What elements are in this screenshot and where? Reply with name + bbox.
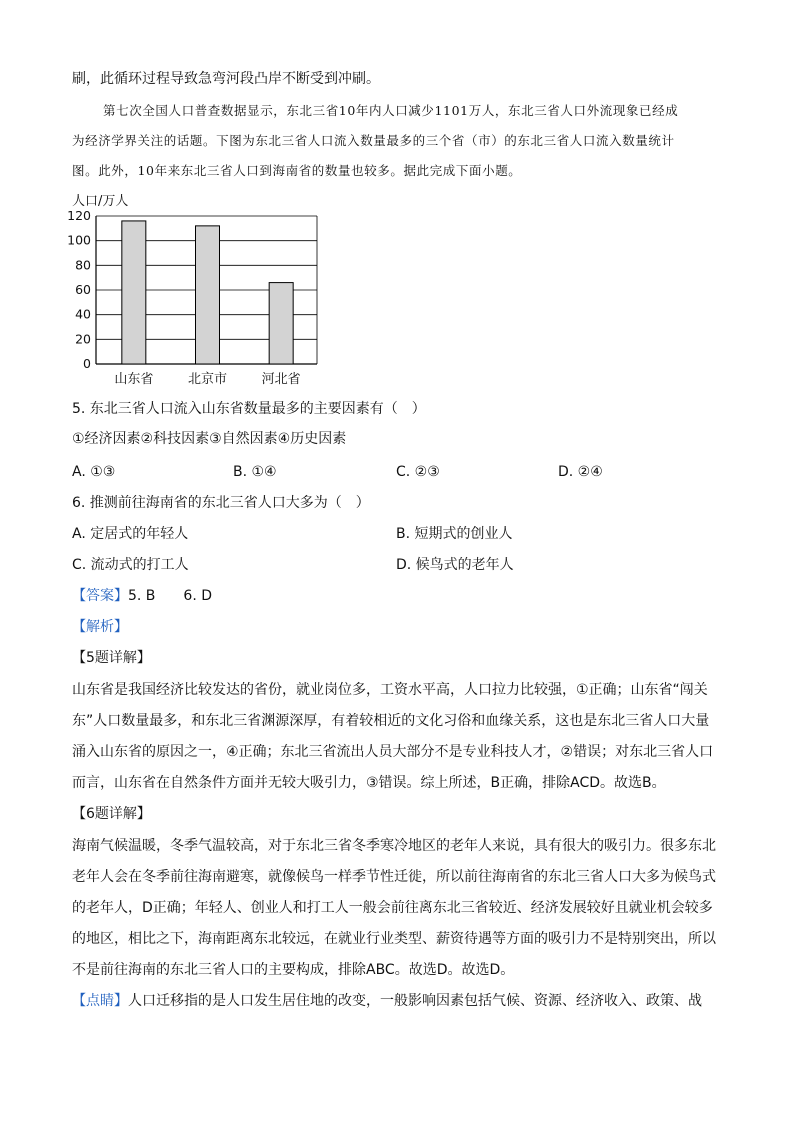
q6-option-b: B. 短期式的创业人 — [396, 526, 513, 542]
q5-stem: 5. 东北三省人口流入山东省数量最多的主要因素有（ ） — [72, 401, 426, 417]
q5-option-d: D. ②④ — [558, 464, 603, 480]
q6-detail-title: 【6题详解】 — [72, 806, 151, 822]
q6-option-d: D. 候鸟式的老年人 — [396, 557, 514, 573]
dianjing-tag: 【点睛】 — [72, 993, 128, 1009]
q6-option-c: C. 流动式的打工人 — [72, 557, 189, 573]
q5-option-a: A. ①③ — [72, 464, 116, 480]
q6-option-a: A. 定居式的年轻人 — [72, 526, 189, 542]
material-line-1: 第七次全国人口普查数据显示，东北三省10年内人口减少1101万人，东北三省人口外流现象已经成 — [103, 103, 679, 118]
y-tick-label: 0 — [83, 356, 91, 371]
q5-detail-title: 【5题详解】 — [72, 650, 151, 666]
x-tick-label: 山东省 — [114, 372, 154, 387]
population-bar-chart — [58, 194, 328, 394]
material-line-3: 图。此外，10年来东北三省人口到海南省的数量也较多。据此完成下面小题。 — [72, 163, 522, 178]
q6-detail-line-1: 海南气候温暖，冬季气温较高，对于东北三省冬季寒冷地区的老年人来说，具有很大的吸引力。很多东北 — [72, 838, 716, 854]
q6-detail-line-2: 老年人会在冬季前往海南避寒，就像候鸟一样季节性迁徙，所以前往海南省的东北三省人口大多为候鸟式 — [72, 869, 716, 885]
q5-detail-line-3: 涌入山东省的原因之一，④正确；东北三省流出人员大部分不是专业科技人才，②错误；对东北三省人口 — [72, 744, 714, 760]
q6-stem: 6. 推测前往海南省的东北三省人口大多为（ ） — [72, 495, 370, 511]
answer-tag: 【答案】 — [72, 588, 128, 604]
x-tick-label: 北京市 — [187, 372, 228, 387]
previous-text-line: 刷，此循环过程导致急弯河段凸岸不断受到冲刷。 — [72, 71, 380, 87]
q5-detail-line-1: 山东省是我国经济比较发达的省份，就业岗位多，工资水平高，人口拉力比较强，①正确；山东省“闯关 — [72, 682, 708, 698]
dianjing-text: 人口迁移指的是人口发生居住地的改变，一般影响因素包括气候、资源、经济收入、政策、战 — [128, 993, 702, 1009]
analysis-tag: 【解析】 — [72, 619, 128, 635]
bar-1 — [122, 221, 146, 364]
bar-2 — [196, 226, 220, 364]
y-tick-label: 100 — [67, 232, 91, 248]
q6-detail-line-5: 不是前往海南的东北三省人口的主要构成，排除ABC。故选D。故选D。 — [72, 962, 515, 978]
x-tick-label: 河北省 — [261, 372, 301, 387]
bar-3 — [269, 283, 293, 364]
q6-detail-line-3: 的老年人，D正确；年轻人、创业人和打工人一般会前往离东北三省较近、经济发展较好且就业机会较多 — [72, 900, 713, 916]
answer-line — [72, 586, 212, 606]
answer-text: 5. B 6. D — [128, 588, 212, 604]
dianjing-line — [72, 991, 702, 1011]
y-tick-label: 20 — [75, 331, 91, 347]
material-line-2: 为经济学界关注的话题。下图为东北三省人口流入数量最多的三个省（市）的东北三省人口流入数量统计 — [72, 133, 675, 148]
chart-bars — [122, 221, 293, 364]
q5-option-b: B. ①④ — [233, 464, 277, 480]
y-axis-label: 人口/万人 — [72, 194, 129, 209]
q5-detail-line-2: 东”人口数量最多，和东北三省渊源深厚，有着较相近的文化习俗和血缘关系，这也是东北三省人口大量 — [72, 713, 710, 729]
q5-detail-line-4: 而言，山东省在自然条件方面并无较大吸引力，③错误。综上所述，B正确，排除ACD。故选B。 — [72, 775, 666, 791]
y-tick-label: 40 — [75, 306, 91, 322]
q5-factors: ①经济因素②科技因素③自然因素④历史因素 — [72, 431, 347, 447]
y-tick-label: 80 — [75, 257, 91, 273]
y-tick-label: 60 — [75, 282, 91, 297]
y-tick-labels — [67, 208, 91, 371]
y-tick-label: 120 — [67, 208, 91, 223]
q5-option-c: C. ②③ — [396, 464, 440, 480]
q6-detail-line-4: 的地区，相比之下，海南距离东北较远，在就业行业类型、薪资待遇等方面的吸引力不是特别突出，所以 — [72, 931, 716, 947]
x-tick-labels — [114, 371, 300, 387]
